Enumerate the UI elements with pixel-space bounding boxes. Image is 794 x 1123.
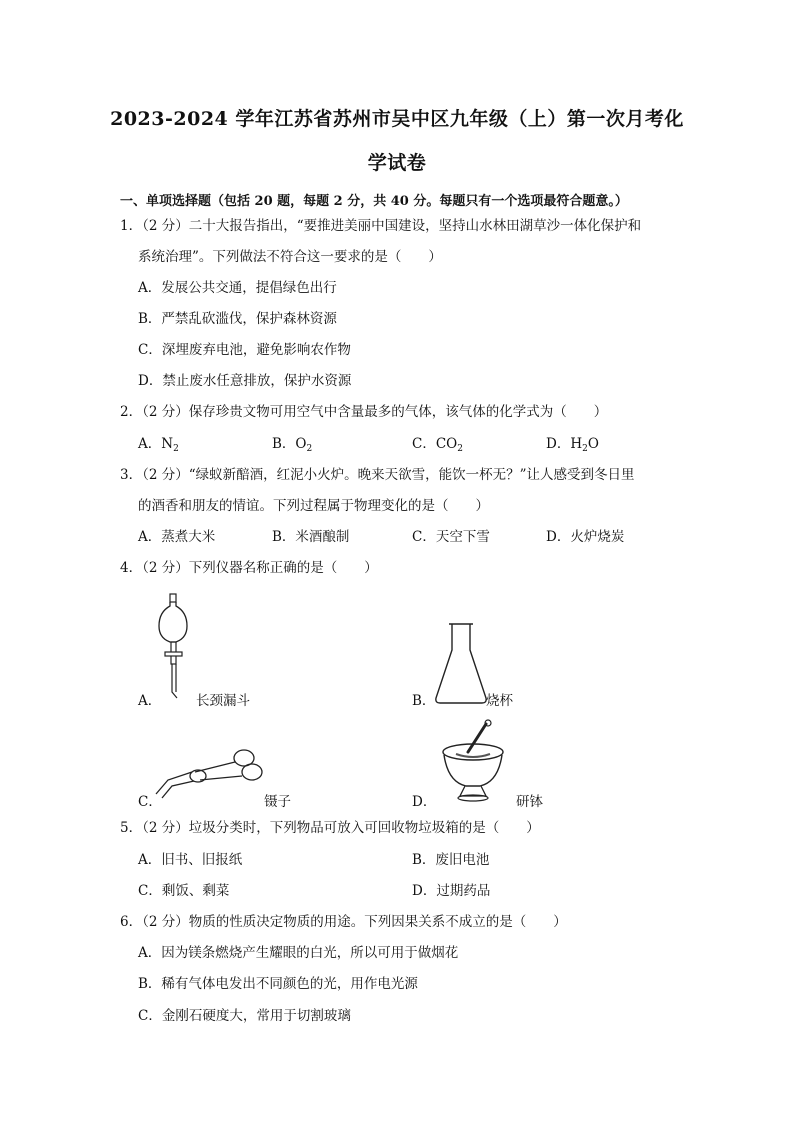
q4-option-a-name: 长颈漏斗 — [196, 693, 250, 709]
q2-option-b: B．$O_2$ — [272, 436, 313, 454]
q4-option-a-letter: A． — [138, 693, 162, 709]
q6-option-a: A．因为镁条燃烧产生耀眼的白光，所以可用于做烟花 — [138, 945, 459, 961]
q1-option-d: D．禁止废水任意排放，保护水资源 — [138, 373, 352, 389]
q4-stem: 4．（2 分）下列仪器名称正确的是（ ） — [120, 560, 378, 576]
exam-title-line1: 2023-2024 学年江苏省苏州市吴中区九年级（上）第一次月考化 — [110, 108, 684, 130]
q3-option-c: C．天空下雪 — [412, 529, 490, 545]
conical-flask-image — [432, 620, 490, 706]
q6-option-c: C．金刚石硬度大，常用于切割玻璃 — [138, 1008, 351, 1024]
q2-option-a: A．$N_2$ — [138, 436, 179, 454]
q4-option-b-letter: B． — [412, 693, 436, 709]
crucible-tongs-image — [150, 742, 268, 800]
section-heading: 一、单项选择题（包括 20 题，每题 2 分，共 40 分。每题只有一个选项最符合题意。） — [120, 194, 628, 209]
q3-option-b: B．米酒酿制 — [272, 529, 350, 545]
q3-option-a: A．蒸煮大米 — [138, 529, 216, 545]
q3-option-d: D．火炉烧炭 — [546, 529, 625, 545]
q5-stem: 5．（2 分）垃圾分类时，下列物品可放入可回收物垃圾箱的是（ ） — [120, 820, 540, 836]
q1-stem-line1: 1．（2 分）二十大报告指出，“要推进美丽中国建设，坚持山水林田湖草沙一体化保护和 — [120, 218, 642, 234]
q3-stem-line2: 的酒香和朋友的情谊。下列过程属于物理变化的是（ ） — [138, 498, 489, 514]
q4-option-c-letter: C． — [138, 794, 162, 810]
q1-option-a: A．发展公共交通，提倡绿色出行 — [138, 280, 337, 296]
q5-option-d: D．过期药品 — [412, 883, 491, 899]
q5-option-b: B．废旧电池 — [412, 852, 490, 868]
q4-option-b-name: 烧杯 — [486, 693, 513, 709]
separatory-funnel-image — [155, 592, 195, 702]
q4-option-c-name: 镊子 — [264, 794, 291, 810]
q2-stem: 2．（2 分）保存珍贵文物可用空气中含量最多的气体，该气体的化学式为（ ） — [120, 404, 608, 420]
q5-option-c: C．剩饭、剩菜 — [138, 883, 230, 899]
q4-option-d-name: 研钵 — [516, 794, 543, 810]
q2-option-d: D．$H_2O$ — [546, 436, 599, 454]
q2-option-c: C．$CO_2$ — [412, 436, 463, 454]
q3-stem-line1: 3．（2 分）“绿蚁新醅酒，红泥小火炉。晚来天欲雪，能饮一杯无？”让人感受到冬日里 — [120, 467, 635, 483]
q1-option-b: B．严禁乱砍滥伐，保护森林资源 — [138, 311, 337, 327]
q1-stem-line2: 系统治理”。下列做法不符合这一要求的是（ ） — [138, 249, 442, 265]
q1-option-c: C．深埋废弃电池，避免影响农作物 — [138, 342, 351, 358]
q5-option-a: A．旧书、旧报纸 — [138, 852, 243, 868]
exam-title-line2: 学试卷 — [367, 152, 427, 174]
q4-option-d-letter: D． — [412, 794, 437, 810]
q6-stem: 6．（2 分）物质的性质决定物质的用途。下列因果关系不成立的是（ ） — [120, 914, 567, 930]
mortar-pestle-image — [438, 718, 508, 804]
q6-option-b: B．稀有气体电发出不同颜色的光，用作电光源 — [138, 976, 418, 992]
